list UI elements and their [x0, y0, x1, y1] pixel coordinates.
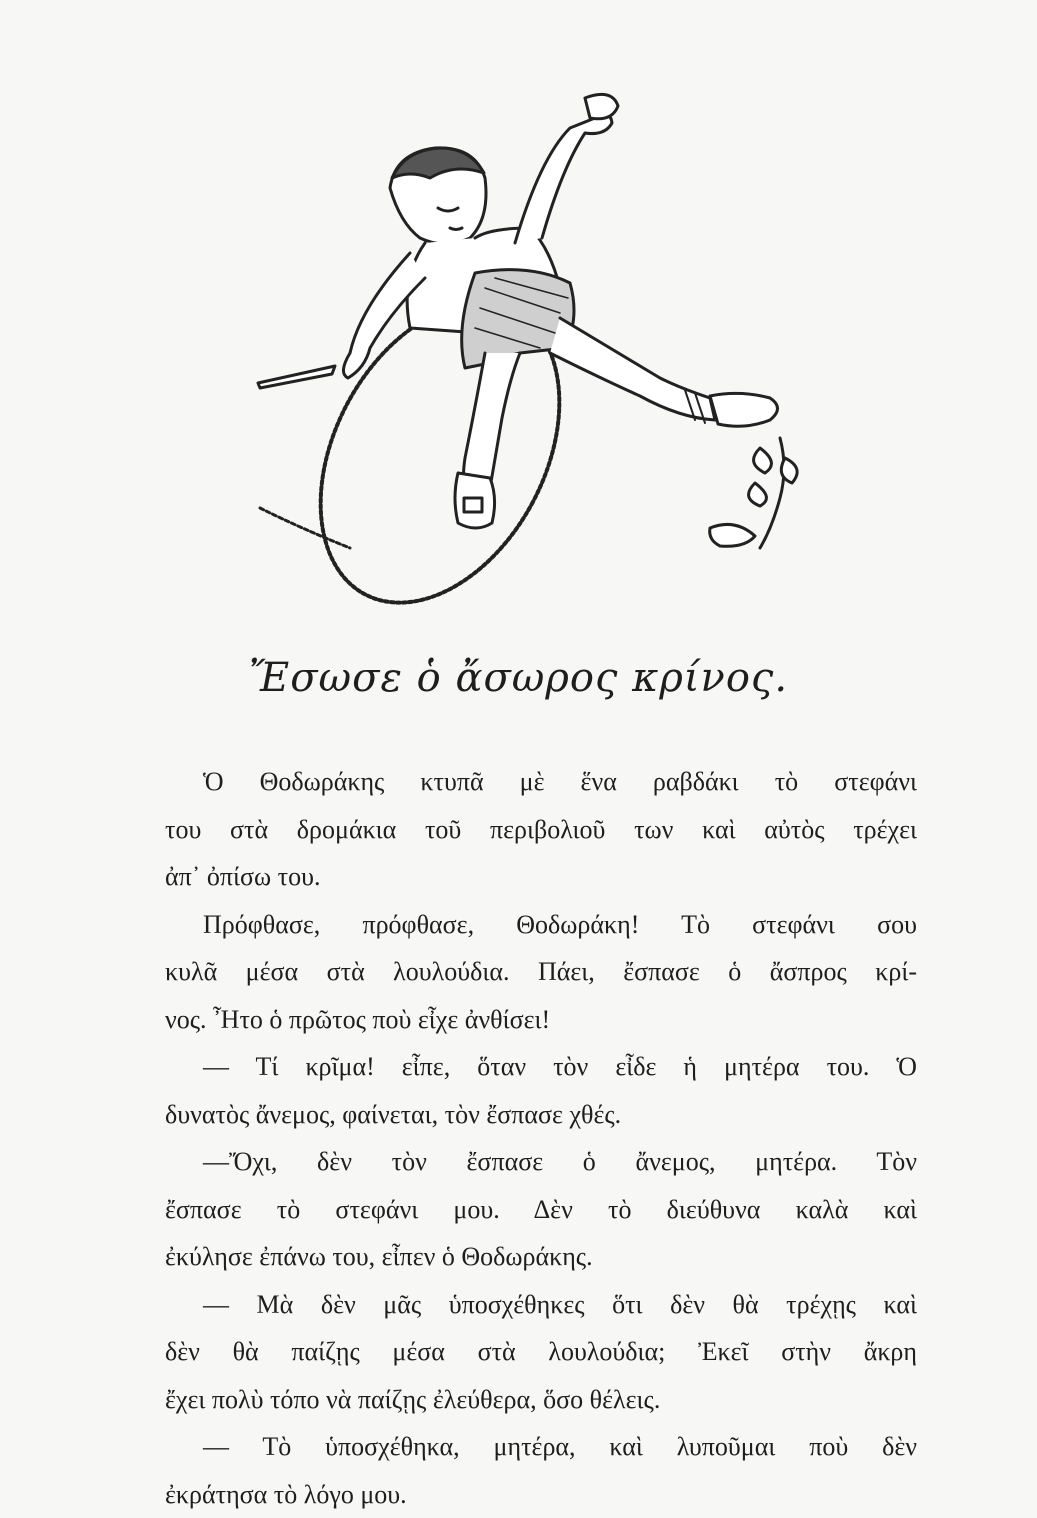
text-line: — Τί κρῖμα! εἶπε, ὅταν τὸν εἶδε ἡ μητέρα του. Ὁ: [165, 1043, 917, 1091]
text-line: δυνατὸς ἄνεμος, φαίνεται, τὸν ἔσπασε χθές.: [165, 1091, 917, 1139]
lily-flower-icon: [710, 524, 755, 546]
text-line: ἔσπασε τὸ στεφάνι μου. Δὲν τὸ διεύθυνα καλὰ καὶ: [165, 1186, 917, 1234]
text-line: ἐκράτησα τὸ λόγο μου.: [165, 1471, 917, 1518]
text-line: — Μὰ δὲν μᾶς ὑποσχέθηκες ὅτι δὲν θὰ τρέχῃς καὶ: [165, 1281, 917, 1329]
story-body: [165, 758, 917, 1518]
text-line: νος. Ἦτο ὁ πρῶτος ποὺ εἶχε ἀνθίσει!: [165, 996, 917, 1044]
text-line: — Τὸ ὑποσχέθηκα, μητέρα, καὶ λυποῦμαι ποὺ δὲν: [165, 1423, 917, 1471]
text-line: ἔχει πολὺ τόπο νὰ παίζῃς ἐλεύθερα, ὅσο θέλεις.: [165, 1376, 917, 1424]
text-line: —Ὄχι, δὲν τὸν ἔσπασε ὁ ἄνεμος, μητέρα. Τὸν: [165, 1138, 917, 1186]
paragraph: [165, 1138, 917, 1281]
boy-with-hoop-illustration: [240, 78, 840, 608]
text-line: ἐκύλησε ἐπάνω του, εἶπεν ὁ Θοδωράκης.: [165, 1233, 917, 1281]
text-line: Πρόφθασε, πρόφθασε, Θοδωράκη! Τὸ στεφάνι σου: [165, 901, 917, 949]
paragraph: [165, 1281, 917, 1424]
text-line: κυλᾶ μέσα στὰ λουλούδια. Πάει, ἔσπασε ὁ ἄσπρος κρί-: [165, 948, 917, 996]
text-line: Ὁ Θοδωράκης κτυπᾶ μὲ ἕνα ραβδάκι τὸ στεφάνι: [165, 758, 917, 806]
paragraph: [165, 901, 917, 1044]
paragraph: [165, 1423, 917, 1518]
paragraph: [165, 758, 917, 901]
text-line: δὲν θὰ παίζῃς μέσα στὰ λουλούδια; Ἐκεῖ στὴν ἄκρη: [165, 1328, 917, 1376]
story-title: Ἔσωσε ὁ ἄσωρος κρίνος.: [0, 655, 1037, 701]
text-line: ἀπ᾽ ὀπίσω του.: [165, 853, 917, 901]
stick-icon: [258, 366, 335, 388]
paragraph: [165, 1043, 917, 1138]
text-line: του στὰ δρομάκια τοῦ περιβολιοῦ των καὶ αὐτὸς τρέχει: [165, 806, 917, 854]
